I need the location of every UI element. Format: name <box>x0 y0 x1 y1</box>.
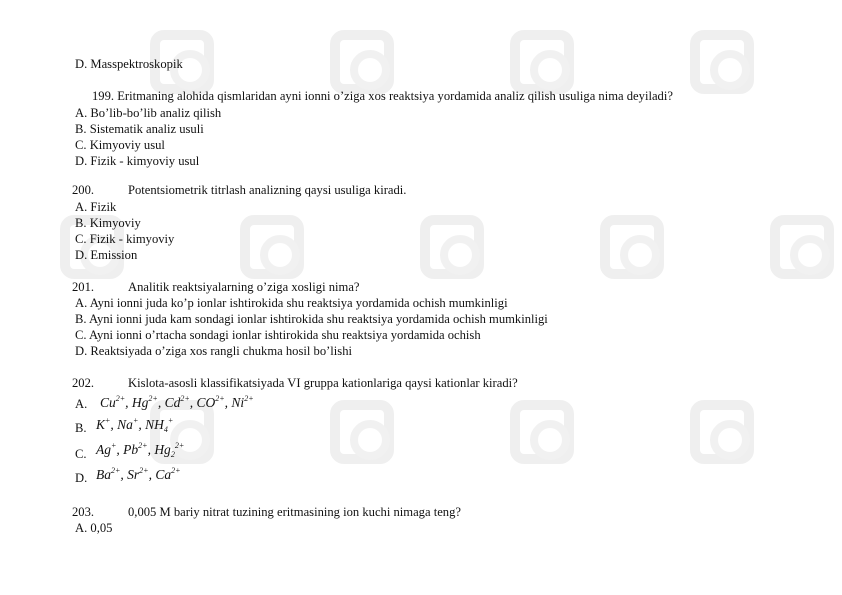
ion-c-1 <box>123 442 147 457</box>
ion-c-0 <box>96 442 116 457</box>
ion-b-0 <box>96 417 110 432</box>
ion-a-1 <box>132 395 158 410</box>
ion-separator: , <box>125 395 132 410</box>
ion-charge: 2+ <box>215 394 225 403</box>
document-watermark-icon <box>690 30 754 94</box>
q199-option-d: D. Fizik - kimyoviy usul <box>75 154 200 168</box>
ion-charge: + <box>132 416 139 425</box>
document-watermark-icon <box>690 400 754 464</box>
ion-separator: , <box>147 442 155 457</box>
q199-option-a: A. Bo’lib-bo’lib analiz qilish <box>75 106 222 120</box>
question-201-text: Analitik reaktsiyalarning o’ziga xosligi nima? <box>128 280 360 294</box>
question-201-number: 201. <box>72 280 95 294</box>
ion-charge: + <box>105 416 111 425</box>
ion-separator: , <box>110 417 118 432</box>
ion-a-2 <box>165 395 190 410</box>
ion-charge: 2+ <box>244 394 254 403</box>
ion-separator: , <box>138 417 146 432</box>
ion-charge: 2+ <box>138 441 148 450</box>
document-watermark-icon <box>330 30 394 94</box>
ion-b-2 <box>145 417 173 432</box>
ion-separator: , <box>148 467 156 482</box>
ion-symbol: Hg <box>131 395 149 410</box>
ion-symbol: Ag <box>96 442 111 457</box>
q202-option-c-letter: C. <box>75 447 87 461</box>
ion-d-2 <box>155 467 180 482</box>
document-watermark-icon <box>600 215 664 279</box>
document-watermark-icon <box>510 400 574 464</box>
ion-charge: 2+ <box>148 394 158 403</box>
question-199: 199. Eritmaning alohida qismlaridan ayni ionni o’ziga xos reaktsiya yordamida analiz qilish usuliga nima deyiladi? <box>92 89 673 103</box>
q200-option-b: B. Kimyoviy <box>75 216 141 230</box>
q202-option-a-letter: A. <box>75 397 88 411</box>
ion-symbol: NH <box>145 417 164 432</box>
ion-subscript: 2 <box>170 450 175 459</box>
q202-option-b-formula <box>96 416 173 434</box>
ion-separator: , <box>120 467 128 482</box>
document-watermark-icon <box>420 215 484 279</box>
prev-option-d: D. Masspektroskopik <box>75 57 183 71</box>
ion-charge: 2+ <box>115 394 126 403</box>
q202-option-d-formula <box>96 466 181 483</box>
question-200-number: 200. <box>72 183 95 197</box>
q202-option-b-letter: B. <box>75 421 87 435</box>
question-203-text: 0,005 M bariy nitrat tuzining eritmasining ion kuchi nimaga teng? <box>128 505 461 519</box>
ion-symbol: Pb <box>123 442 139 457</box>
ion-separator: , <box>116 442 124 457</box>
q200-option-a: A. Fizik <box>75 200 117 214</box>
ion-charge: 2+ <box>174 441 185 450</box>
q201-option-d: D. Reaktsiyada o’ziga xos rangli chukma hosil bo’lishi <box>75 344 353 358</box>
question-202-text: Kislota-asosli klassifikatsiyada VI gruppa kationlariga qaysi kationlar kiradi? <box>128 376 518 390</box>
ion-separator: , <box>157 395 165 410</box>
q199-option-c: C. Kimyoviy usul <box>75 138 165 152</box>
question-202-number: 202. <box>72 376 95 390</box>
ion-symbol: K <box>96 417 106 432</box>
ion-a-3 <box>197 395 225 410</box>
q201-option-b: B. Ayni ionni juda kam sondagi ionlar ishtirokida shu reaktsiya yordamida ochish mumkinligi <box>75 312 548 326</box>
ion-c-2 <box>154 442 184 457</box>
ion-charge: 2+ <box>180 394 190 403</box>
ion-charge: 2+ <box>171 466 181 475</box>
q200-option-c: C. Fizik - kimyoviy <box>75 232 175 246</box>
ion-symbol: CO <box>196 395 216 410</box>
ion-separator: , <box>224 395 232 410</box>
ion-symbol: Cd <box>164 395 181 410</box>
q203-option-a: A. 0,05 <box>75 521 113 535</box>
ion-separator: , <box>189 395 197 410</box>
q201-option-a: A. Ayni ionni juda ko’p ionlar ishtirokida shu reaktsiya yordamida ochish mumkinligi <box>75 296 508 310</box>
document-watermark-icon <box>240 215 304 279</box>
ion-d-1 <box>127 467 148 482</box>
document-watermark-icon <box>770 215 834 279</box>
q200-option-d: D. Emission <box>75 248 138 262</box>
ion-symbol: Sr <box>127 467 140 482</box>
q201-option-c: C. Ayni ionni o’rtacha sondagi ionlar ishtirokida shu reaktsiya yordamida ochish <box>75 328 481 342</box>
ion-symbol: Ba <box>96 467 111 482</box>
ion-symbol: Ca <box>155 467 172 482</box>
ion-symbol: Na <box>117 417 133 432</box>
ion-symbol: Hg <box>154 442 171 457</box>
question-200-text: Potentsiometrik titrlash analizning qaysi usuliga kiradi. <box>128 183 407 197</box>
ion-a-0 <box>100 395 125 410</box>
ion-charge: + <box>111 441 117 450</box>
ion-subscript: 4 <box>163 425 168 434</box>
ion-charge: 2+ <box>139 466 149 475</box>
ion-symbol: Cu <box>100 395 116 410</box>
ion-d-0 <box>96 467 120 482</box>
ion-charge: 2+ <box>111 466 121 475</box>
q199-option-b: B. Sistematik analiz usuli <box>75 122 204 136</box>
ion-a-4 <box>231 395 253 410</box>
document-watermark-icon <box>330 400 394 464</box>
q202-option-a-formula <box>100 394 254 411</box>
ion-symbol: Ni <box>231 395 245 410</box>
q202-option-c-formula <box>96 441 184 459</box>
ion-b-1 <box>117 417 138 432</box>
document-watermark-icon <box>510 30 574 94</box>
q202-option-d-letter: D. <box>75 471 88 485</box>
ion-charge: + <box>167 416 174 425</box>
question-203-number: 203. <box>72 505 95 519</box>
